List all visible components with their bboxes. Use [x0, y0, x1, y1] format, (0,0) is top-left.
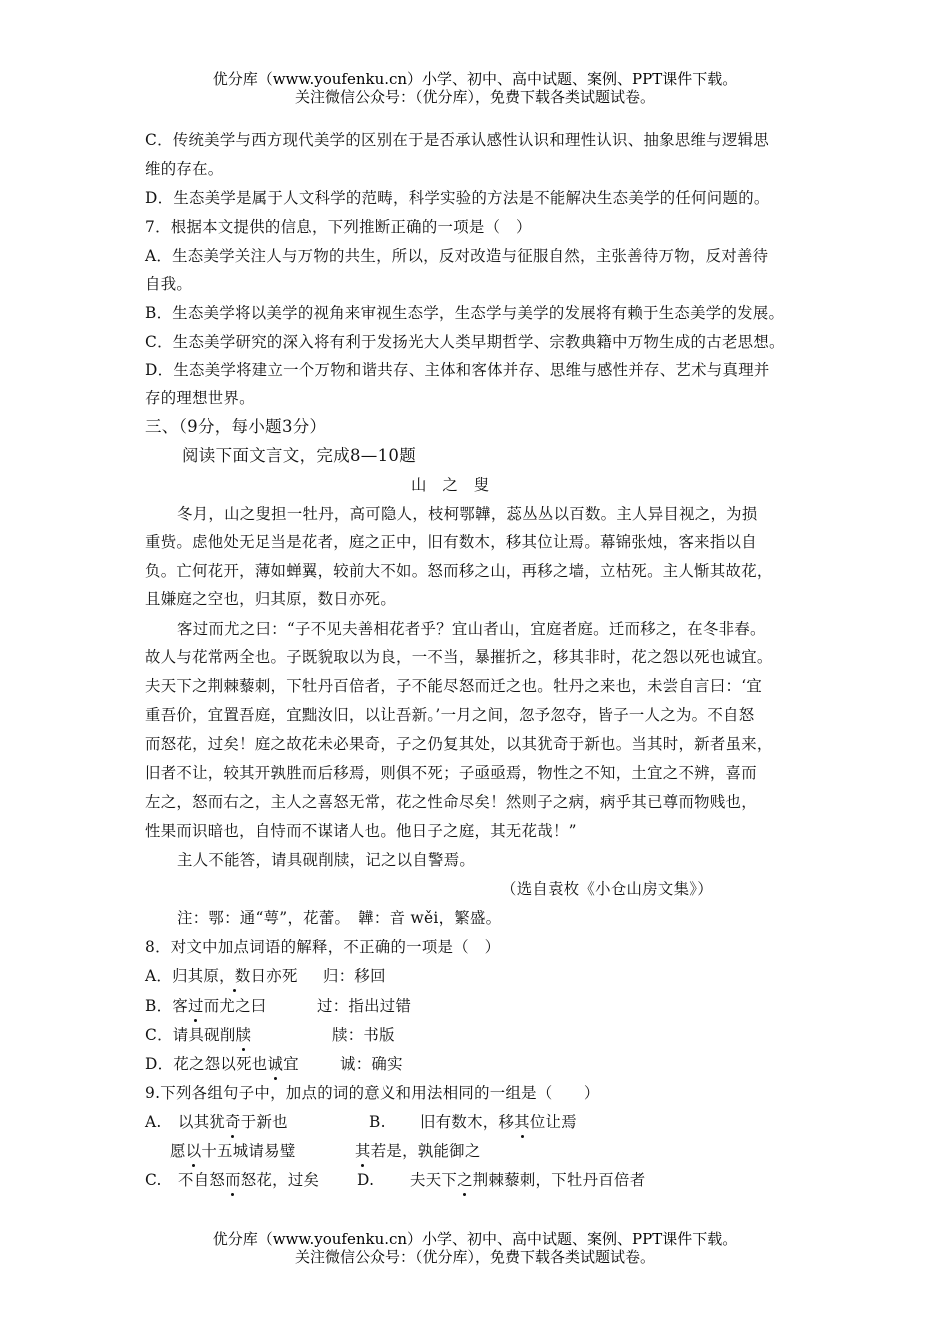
q7-stem: 7．根据本文提供的信息，下列推断正确的一项是（ ）: [145, 218, 532, 236]
q7-option-b: B．生态美学将以美学的视角来审视生态学，生态学与美学的发展将有赖于生态美学的发展。: [145, 304, 785, 322]
passage-line: 旧者不让，较其开孰胜而后移焉，则俱不死；子亟亟焉，物性之不知，土宜之不辨，喜而: [145, 764, 757, 782]
sentence-text: 十五城请易璧: [201, 1142, 296, 1160]
q8-stem: 8．对文中加点词语的解释，不正确的一项是（ ）: [145, 938, 501, 956]
q6-option-d: D．生态美学是属于人文科学的范畴，科学实验的方法是不能解决生态美学的任何问题的。: [145, 189, 770, 207]
sentence-text: 而尤之曰: [203, 997, 267, 1015]
passage-line: 主人不能答，请具砚削牍，记之以自警焉。: [177, 851, 476, 869]
q9-option-b-sentence1: [420, 1112, 577, 1132]
sentence-text: 旧有数木，移: [420, 1113, 515, 1131]
dotted-word: 而: [225, 1171, 241, 1189]
passage-line: 夫天下之荆棘藜刺，下牡丹百倍者，子不能尽怒而迁之也。牡丹之来也，未尝自言曰：‘宜: [145, 677, 763, 695]
sentence-text: 位让焉: [529, 1113, 577, 1131]
q8-option-a-explanation: 归：移回: [323, 967, 386, 985]
q7-option-a-line2: 自我。: [145, 275, 193, 293]
q6-option-c-line1: C．传统美学与西方现代美学的区别在于是否承认感性认识和理性认识、抽象思维与逻辑思: [145, 131, 770, 149]
q8-option-d-explanation: 诚：确实: [340, 1055, 403, 1073]
passage-line: 而怒花，过矣！庭之故花未必果奇，子之仍复其处，以其犹奇于新也。当其时，新者虽来，: [145, 735, 773, 753]
section-3-heading: 三、（9分，每小题3分）: [145, 417, 327, 436]
sentence-text: 请具砚削: [172, 1026, 236, 1044]
passage-line: 重吾价，宜置吾庭，宜黜汝旧，以让吾新。’一月之间，忽予忽夺，皆子一人之为。不自怒: [145, 706, 755, 724]
option-letter: D．: [145, 1055, 174, 1073]
q9-stem: 9.下列各组句子中，加点的词的意义和用法相同的一组是（ ）: [145, 1084, 600, 1102]
passage-line: 客过而尤之曰：“子不见夫善相花者乎？宜山者山，宜庭者庭。迁而移之，在冬非春。: [177, 620, 766, 638]
dotted-word: 以: [185, 1142, 202, 1160]
footer-line-1: 优分库（www.youfenku.cn）小学、初中、高中试题、案例、PPT课件下载。: [212, 1230, 738, 1248]
passage-line: 冬月，山之叟担一牡丹，高可隐人，枝柯鄂韡，蕊丛丛以百数。主人异目视之，为损: [177, 505, 758, 523]
dotted-word: 其: [355, 1142, 371, 1160]
dotted-word: 诚: [267, 1055, 284, 1073]
q9-option-d-sentence: [410, 1170, 645, 1190]
footer-line-2: 关注微信公众号：（优分库），免费下载各类试题试卷。: [294, 1248, 655, 1266]
q6-option-c-line2: 维的存在。: [145, 160, 224, 178]
page-footer: [0, 1230, 950, 1266]
header-line-1: 优分库（www.youfenku.cn）小学、初中、高中试题、案例、PPT课件下载。: [212, 70, 738, 88]
q8-option-c: [145, 1025, 251, 1045]
q8-option-b: [145, 996, 266, 1016]
q9-option-c-letter: C.: [145, 1171, 162, 1189]
sentence-text: 若是，孰能御之: [370, 1142, 481, 1160]
header-line-2: 关注微信公众号：（优分库），免费下载各类试题试卷。: [294, 88, 655, 106]
option-letter: A．: [145, 967, 173, 985]
passage-line: 负。亡何花开，薄如蝉翼，较前大不如。怒而移之山，再移之墙，立枯死。主人惭其故花，: [145, 562, 773, 580]
sentence-text: 不自怒: [178, 1171, 226, 1189]
q9-option-b-letter: B.: [369, 1113, 386, 1131]
q8-option-c-explanation: 牍：书版: [332, 1026, 395, 1044]
passage-title: 山 之 叟: [411, 476, 490, 494]
page-header: [0, 70, 950, 106]
dotted-word: 过: [188, 997, 204, 1015]
q7-option-d-line1: D．生态美学将建立一个万物和谐共存、主体和客体并存、思维与感性并存、艺术与真理并: [145, 361, 770, 379]
section-3-intro: 阅读下面文言文，完成8—10题: [182, 446, 416, 465]
q9-option-d-letter: D.: [357, 1171, 375, 1189]
sentence-text: 客: [172, 997, 189, 1015]
sentence-text: 荆棘藜刺，下牡丹百倍者: [472, 1171, 646, 1189]
q9-option-c-sentence: [178, 1170, 319, 1190]
passage-line: 性果而识暗也，自恃而不谋诸人也。他日子之庭，其无花哉！”: [145, 822, 577, 840]
passage-source: （选自袁枚《小仓山房文集》）: [501, 880, 713, 898]
q9-option-a-letter: A.: [145, 1113, 162, 1131]
q9-option-a-sentence1: [178, 1112, 288, 1132]
q9-option-a-sentence2: [170, 1141, 296, 1161]
dotted-word: 牍: [235, 1026, 252, 1044]
q7-option-c: C．生态美学研究的深入将有利于发扬光大人类早期哲学、宗教典籍中万物生成的古老思想。: [145, 333, 785, 351]
q7-option-d-line2: 存的理想世界。: [145, 389, 255, 407]
q7-option-a-line1: A．生态美学关注人与万物的共生，所以，反对改造与征服自然，主张善待万物，反对善待: [145, 247, 769, 265]
passage-note: 注：鄂：通“萼”，花蕾。 韡：音 wěi，繁盛。: [177, 909, 502, 927]
dotted-word: 之: [457, 1171, 473, 1189]
q8-option-b-explanation: 过：指出过错: [317, 997, 412, 1015]
dotted-word: 以其犹奇于新也: [178, 1113, 288, 1131]
dotted-word: 归其原，数日亦死: [172, 967, 298, 985]
option-letter: C．: [145, 1026, 173, 1044]
passage-line: 故人与花常两全也。子既貌取以为良，一不当，暴摧折之，移其非时，花之怨以死也诚宜。: [145, 648, 773, 666]
passage-line: 重赀。虑他处无足当是花者，庭之正中，旧有数木，移其位让焉。幕锦张烛，客来指以自: [145, 533, 757, 551]
passage-line: 左之，怒而右之，主人之喜怒无常，花之性命尽矣！然则子之病，病乎其已尊而物贱也，: [145, 793, 757, 811]
q8-option-d: [145, 1054, 299, 1074]
sentence-text: 愿: [170, 1142, 186, 1160]
sentence-text: 宜: [283, 1055, 299, 1073]
sentence-text: 怒花，过矣: [240, 1171, 320, 1189]
q8-option-a: [145, 966, 298, 986]
q9-option-b-sentence2: [355, 1141, 481, 1161]
sentence-text: 花之怨以死也: [173, 1055, 268, 1073]
dotted-word: 其: [514, 1113, 530, 1131]
option-letter: B．: [145, 997, 173, 1015]
passage-line: 且嫌庭之空也，归其原，数日亦死。: [145, 590, 397, 608]
sentence-text: 夫天下: [410, 1171, 458, 1189]
